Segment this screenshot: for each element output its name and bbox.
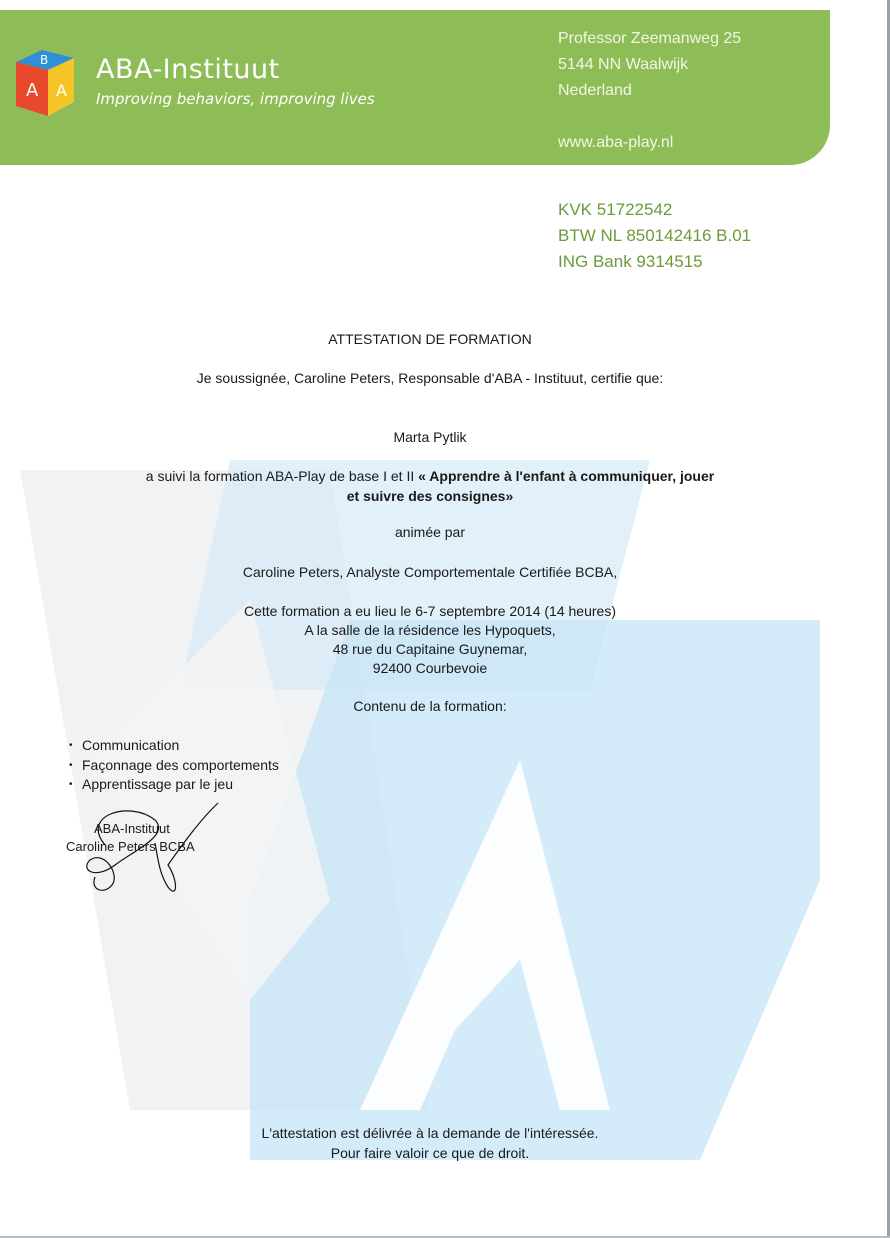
certificate-intro: Je soussignée, Caroline Peters, Responsable d'ABA - Instituut, certifie que:	[196, 370, 664, 386]
logo-letter-a1: A	[26, 80, 39, 101]
session-venue: A la salle de la résidence les Hypoquets,	[304, 622, 556, 638]
website-link[interactable]: www.aba-play.nl	[558, 134, 674, 151]
session-city: 92400 Courbevoie	[372, 660, 488, 676]
footer-line: Pour faire valoir ce que de droit.	[330, 1145, 530, 1161]
course-prefix: a suivi la formation ABA-Play de base I et II	[145, 468, 415, 484]
contents-heading: Contenu de la formation:	[353, 698, 507, 714]
list-item: • Apprentissage par le jeu	[66, 775, 279, 795]
bank-number: ING Bank 9314515	[558, 252, 703, 271]
logo-letter-b: B	[40, 53, 49, 67]
vat-number: BTW NL 850142416 B.01	[558, 226, 752, 245]
address-block	[558, 26, 741, 156]
session-details	[0, 602, 860, 678]
brand-name: ABA-Instituut	[96, 54, 280, 85]
session-date: Cette formation a eu lieu le 6-7 septembre 2014 (14 heures)	[244, 603, 616, 619]
signature-name: Caroline Peters BCBA	[66, 839, 195, 854]
presenter: Caroline Peters, Analyste Comportementale Certifiée BCBA,	[242, 564, 618, 580]
participant-name: Marta Pytlik	[393, 429, 467, 445]
footer-statement	[0, 1123, 860, 1163]
registration-block	[558, 197, 751, 275]
footer-line: L'attestation est délivrée à la demande de l'intéressée.	[261, 1125, 599, 1141]
address-line: Professor Zeemanweg 25	[558, 30, 742, 47]
kvk-number: KVK 51722542	[558, 200, 673, 219]
contents-list	[66, 736, 279, 795]
logo-letter-a2: A	[56, 81, 67, 100]
course-title-line1: « Apprendre à l'enfant à communiquer, jouer	[418, 468, 715, 484]
abc-block-logo-icon	[12, 40, 78, 118]
handwritten-signature	[60, 795, 240, 905]
course-title-line2: et suivre des consignes»	[346, 488, 514, 504]
list-item: • Façonnage des comportements	[66, 756, 279, 776]
address-line: Nederland	[558, 82, 632, 99]
animated-by: animée par	[394, 524, 466, 540]
session-street: 48 rue du Capitaine Guynemar,	[332, 641, 528, 657]
course-statement	[0, 466, 860, 506]
signature-org: ABA-Instituut	[94, 821, 170, 836]
address-line: 5144 NN Waalwijk	[558, 56, 689, 73]
certificate-title: ATTESTATION DE FORMATION	[328, 331, 532, 347]
brand-tagline: Improving behaviors, improving lives	[96, 90, 375, 108]
list-item: • Communication	[66, 736, 279, 756]
header-banner	[0, 10, 830, 165]
